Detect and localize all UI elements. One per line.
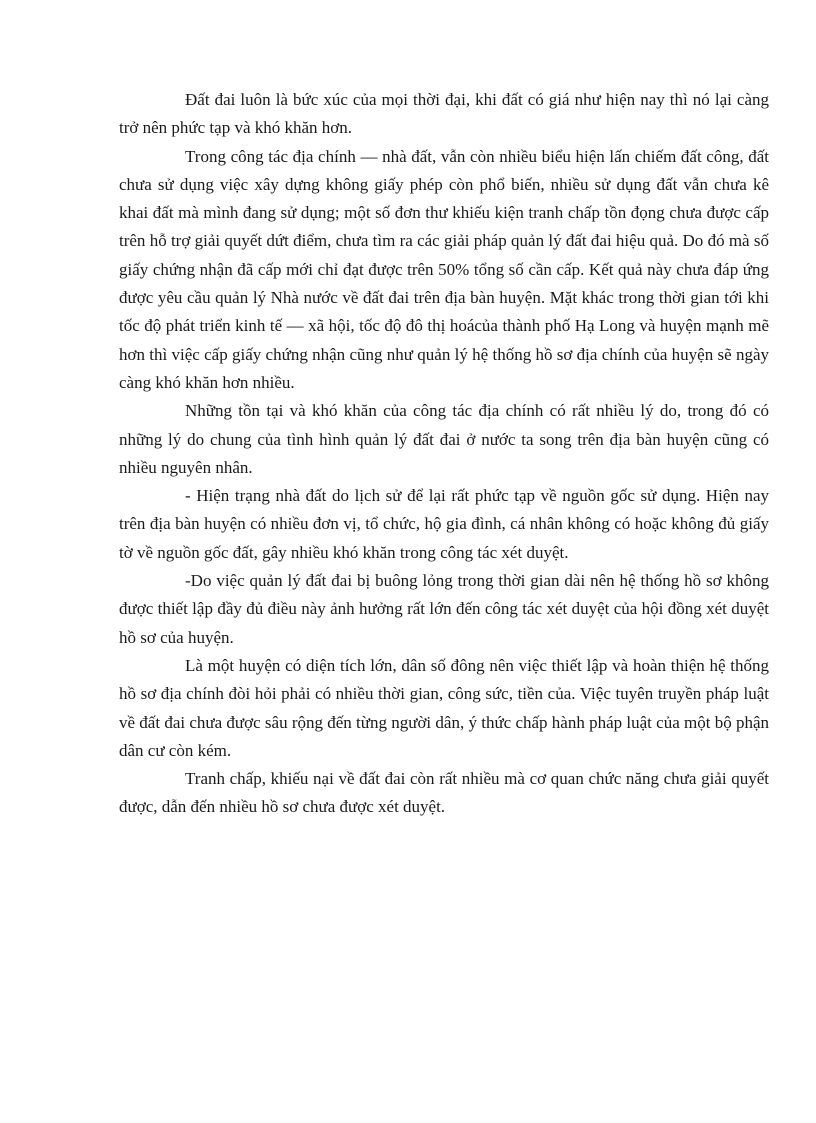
paragraph-large-district: Là một huyện có diện tích lớn, dân số đông nên việc thiết lập và hoàn thiện hệ thống hồ sơ địa chính đòi hỏi phải có nhiều thời gian, công sức, tiền của. Việc tuyên truyền pháp luật về đất đai chưa được sâu rộng đến từng người dân, ý thức chấp hành pháp luật của một bộ phận dân cư còn kém. [119, 655, 769, 760]
paragraph-disputes: Tranh chấp, khiếu nại về đất đai còn rất nhiều mà cơ quan chức năng chưa giải quyết được, dẫn đến nhiều hồ sơ chưa được xét duyệt. [119, 769, 769, 817]
paragraph-cadastral-work: Trong công tác địa chính — nhà đất, vẫn còn nhiều biểu hiện lấn chiếm đất công, đất chưa sử dụng việc xây dựng không giấy phép còn phổ biến, nhiều sử dụng đất vẫn chưa kê khai đất mà mình đang sử dụng; một số đơn thư khiếu kiện tranh chấp tồn đọng chưa được cấp trên hỗ trợ giải quyết dứt điểm, chưa tìm ra các giải pháp quản lý đất đai hiệu quả. Do đó mà số giấy chứng nhận đã cấp mới chỉ đạt được trên 50% tổng số cần cấp. Kết quả này chưa đáp ứng được yêu cầu quản lý Nhà nước về đất đai trên địa bàn huyện. Mặt khác trong thời gian tới khi tốc độ phát triển kinh tế — xã hội, tốc độ đô thị hoácủa thành phố Hạ Long và huyện mạnh mẽ hơn thì việc cấp giấy chứng nhận cũng như quản lý hệ thống hồ sơ địa chính của huyện sẽ ngày càng khó khăn hơn nhiều. [119, 146, 769, 392]
paragraph-historical-status: - Hiện trạng nhà đất do lịch sử để lại rất phức tạp về nguồn gốc sử dụng. Hiện nay trên địa bàn huyện có nhiều đơn vị, tổ chức, hộ gia đình, cá nhân không có hoặc không đủ giấy tờ về nguồn gốc đất, gây nhiều khó khăn trong công tác xét duyệt. [119, 486, 769, 562]
paragraph-land-urgency: Đất đai luôn là bức xúc của mọi thời đại, khi đất có giá như hiện nay thì nó lại càng trở nên phức tạp và khó khăn hơn. [119, 90, 769, 138]
document-page [119, 86, 769, 822]
paragraph-causes-intro: Những tồn tại và khó khăn của công tác địa chính có rất nhiều lý do, trong đó có những lý do chung của tình hình quản lý đất đai ở nước ta song trên địa bàn huyện cũng có nhiều nguyên nhân. [119, 401, 769, 477]
paragraph-loose-management: -Do việc quản lý đất đai bị buông lỏng trong thời gian dài nên hệ thống hồ sơ không được thiết lập đầy đủ điều này ảnh hưởng rất lớn đến công tác xét duyệt của hội đồng xét duyệt hồ sơ của huyện. [119, 571, 769, 647]
